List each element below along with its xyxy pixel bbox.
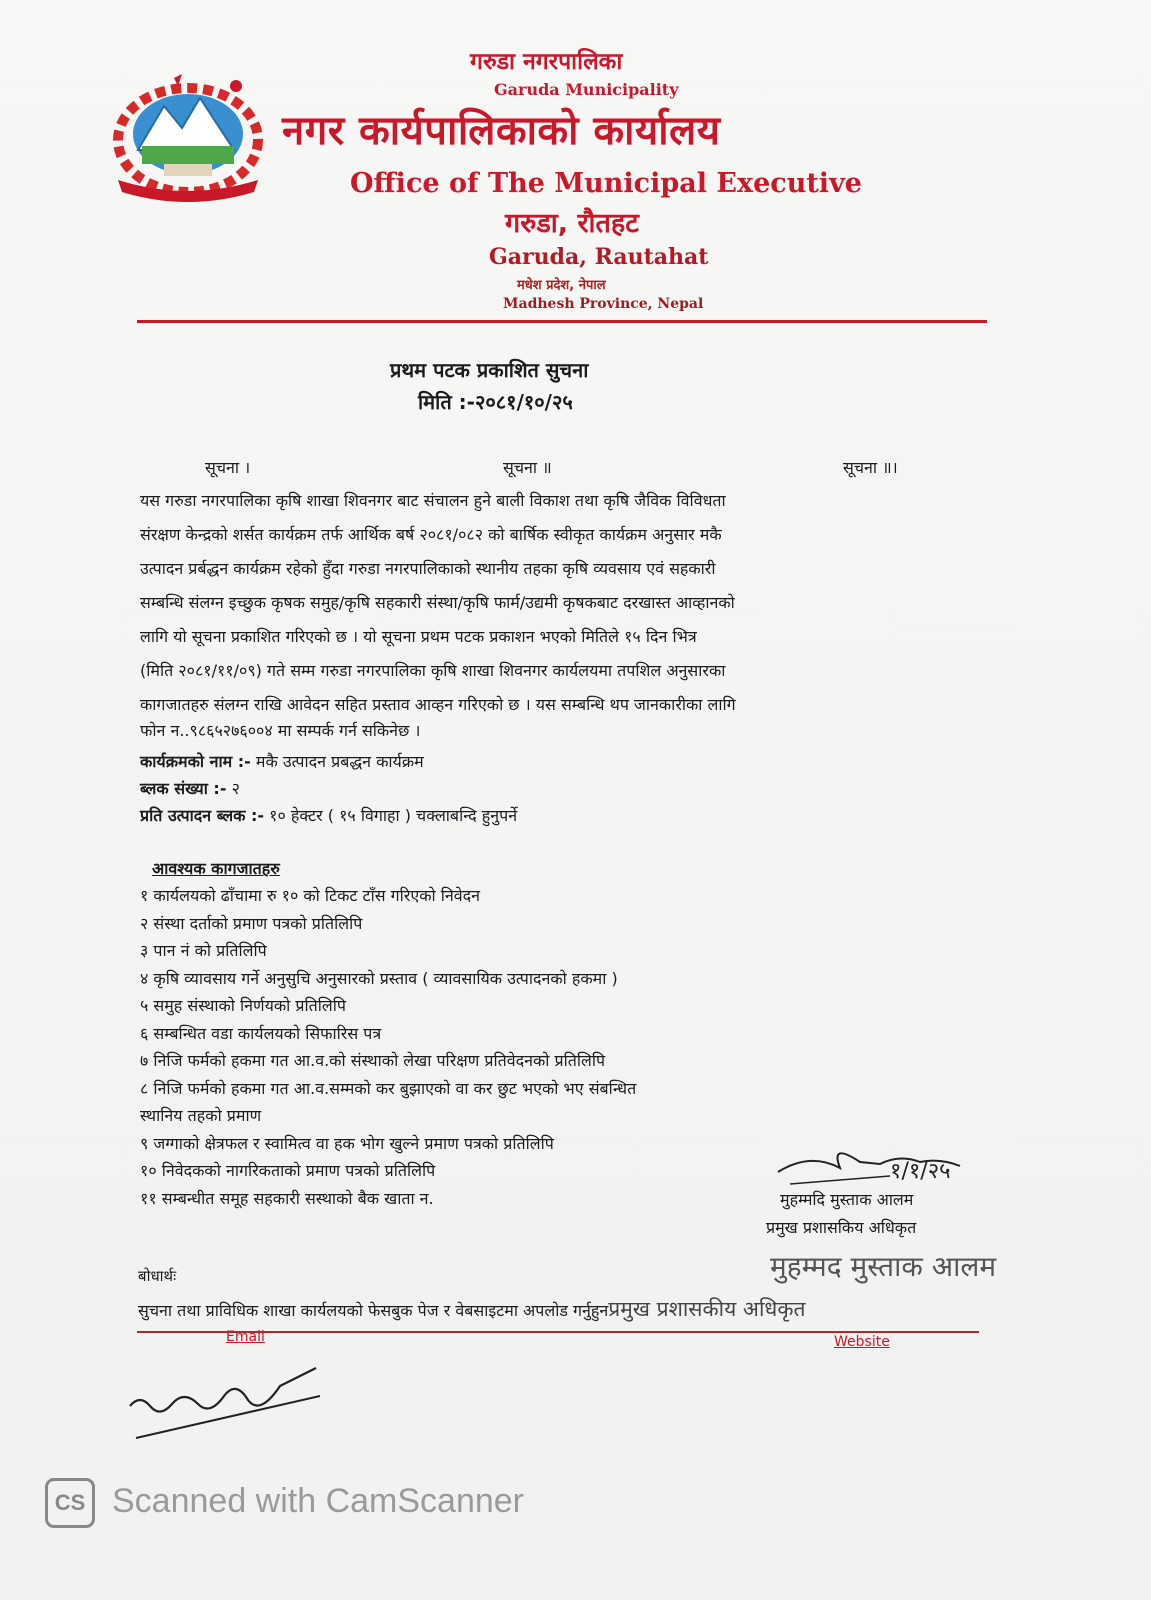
footer-note-text: सुचना तथा प्राविधिक शाखा कार्यलयको फेसबुक पेज र वेबसाइटमा अपलोड गर्नुहुन <box>138 1301 609 1320</box>
office-name-np: नगर कार्यपालिकाको कार्यालय <box>282 108 721 154</box>
list-item: ३ पान नं को प्रतिलिपि <box>140 941 267 960</box>
municipality-name-np: गरुडा नगरपालिका <box>470 49 623 75</box>
signatory-title: प्रमुख प्रशासकिय अधिकृत <box>766 1218 917 1237</box>
body-line: लागि यो सूचना प्रकाशित गरिएको छ । यो सूचना प्रथम पटक प्रकाशन भएको मितिले १५ दिन भित्र <box>140 627 697 646</box>
province-en: Madhesh Province, Nepal <box>503 296 704 312</box>
list-item: २ संस्था दर्ताको प्रमाण पत्रको प्रतिलिपि <box>140 913 363 933</box>
body-line: संरक्षण केन्द्रको शर्सत कार्यक्रम तर्फ आर्थिक बर्ष २०८१/०८२ को बार्षिक स्वीकृत कार्यक्रम अनुसार मकै <box>140 525 722 544</box>
list-item: स्थानिय तहको प्रमाण <box>140 1106 262 1125</box>
per-block-label: प्रति उत्पादन ब्लक :- <box>140 806 265 825</box>
municipality-name-en: Garuda Municipality <box>494 80 679 99</box>
program-name-value: मकै उत्पादन प्रबद्धन कार्यक्रम <box>255 752 424 771</box>
place-np: गरुडा, रौतहट <box>505 208 639 239</box>
province-np: मधेश प्रदेश, नेपाल <box>517 278 606 293</box>
program-name-row <box>140 750 424 772</box>
body-line: उत्पादन प्रर्बद्धन कार्यक्रम रहेको हुँदा गरुडा नगरपालिकाको स्थानीय तहका कृषि व्यवसाय एवं सहकारी <box>140 559 716 578</box>
suchana-label-3: सूचना ॥। <box>843 458 898 477</box>
body-line: यस गरुडा नगरपालिका कृषि शाखा शिवनगर बाट संचालन हुने बाली विकाश तथा कृषि जैविक विविधता <box>140 491 726 510</box>
body-line: फोन न..९८६५२७६००४ मा सम्पर्क गर्न सकिनेछ । <box>140 721 421 740</box>
list-item: ८ निजि फर्मको हकमा गत आ.व.सम्मको कर बुझाएको वा कर छुट भएको भए संबन्धित <box>140 1078 637 1098</box>
camscanner-logo-icon: CS <box>45 1478 95 1528</box>
block-count-value: २ <box>231 779 240 798</box>
documents-heading: आवश्यक कागजातहरु <box>152 859 280 878</box>
camscanner-watermark: Scanned with CamScanner <box>112 1482 525 1520</box>
per-block-value: १० हेक्टर ( १५ विगाहा ) चक्लाबन्दि हुनुपर्ने <box>269 806 518 825</box>
body-line: (मिति २०८१/११/०९) गते सम्म गरुडा नगरपालिका कृषि शाखा शिवनगर कार्यलयमा तपशिल अनुसारका <box>140 661 726 680</box>
signatory-name: मुहम्मदि मुस्ताक आलम <box>780 1190 914 1209</box>
suchana-label-2: सूचना ॥ <box>503 458 552 477</box>
list-item: ११ सम्बन्धीत समूह सहकारी सस्थाको बैक खाता न. <box>140 1188 434 1208</box>
signature-date: १/१/२५ <box>890 1159 951 1184</box>
body-line: कागजातहरु संलग्न राखि आवेदन सहित प्रस्ताव आव्हन गरिएको छ । यस सम्बन्धि थप जानकारीका लागि <box>140 695 736 714</box>
stamp-title: प्रमुख प्रशासकीय अधिकृत <box>608 1297 806 1321</box>
bodhartha-label: बोधार्थः <box>138 1267 177 1285</box>
office-name-en: Office of The Municipal Executive <box>350 168 862 199</box>
notice-title: प्रथम पटक प्रकाशित सुचना <box>390 358 589 382</box>
email-link[interactable]: Email <box>226 1329 265 1345</box>
footer-note <box>138 1295 805 1323</box>
notice-body <box>140 484 984 740</box>
stamp-name: मुहम्मद मुस्ताक आलम <box>770 1250 997 1283</box>
list-item: ४ कृषि व्यावसाय गर्ने अनुसुचि अनुसारको प्रस्ताव ( व्यावसायिक उत्पादनको हकमा ) <box>140 968 618 988</box>
nepal-emblem-icon <box>104 72 272 202</box>
per-block-row <box>140 804 517 826</box>
documents-list <box>140 882 636 1212</box>
list-item: ७ निजि फर्मको हकमा गत आ.व.को संस्थाको लेखा परिक्षण प्रतिवेदनको प्रतिलिपि <box>140 1051 606 1070</box>
block-count-row <box>140 777 240 799</box>
website-link[interactable]: Website <box>834 1334 890 1350</box>
program-name-label: कार्यक्रमको नाम :- <box>140 752 251 771</box>
list-item: १ कार्यलयको ढाँचामा रु १० को टिकट टाँस गरिएको निवेदन <box>140 886 481 905</box>
list-item: ५ समुह संस्थाको निर्णयको प्रतिलिपि <box>140 996 346 1015</box>
place-en: Garuda, Rautahat <box>489 244 709 270</box>
block-count-label: ब्लक संख्या :- <box>140 779 227 798</box>
list-item: ९ जग्गाको क्षेत्रफल र स्वामित्व वा हक भोग खुल्ने प्रमाण पत्रको प्रतिलिपि <box>140 1133 554 1153</box>
header-divider <box>137 320 987 323</box>
list-item: १० निवेदकको नागरिकताको प्रमाण पत्रको प्रतिलिपि <box>140 1161 436 1180</box>
suchana-label-1: सूचना । <box>205 458 251 477</box>
notice-date: मिति :-२०८१/१०/२५ <box>418 390 573 414</box>
handwritten-initials <box>120 1356 330 1446</box>
list-item: ६ सम्बन्धित वडा कार्यलयको सिफारिस पत्र <box>140 1023 382 1043</box>
body-line: सम्बन्धि संलग्न इच्छुक कृषक समुह/कृषि सहकारी संस्था/कृषि फार्म/उद्यमी कृषकबाट दरखास्त आव्हानको <box>140 593 735 612</box>
